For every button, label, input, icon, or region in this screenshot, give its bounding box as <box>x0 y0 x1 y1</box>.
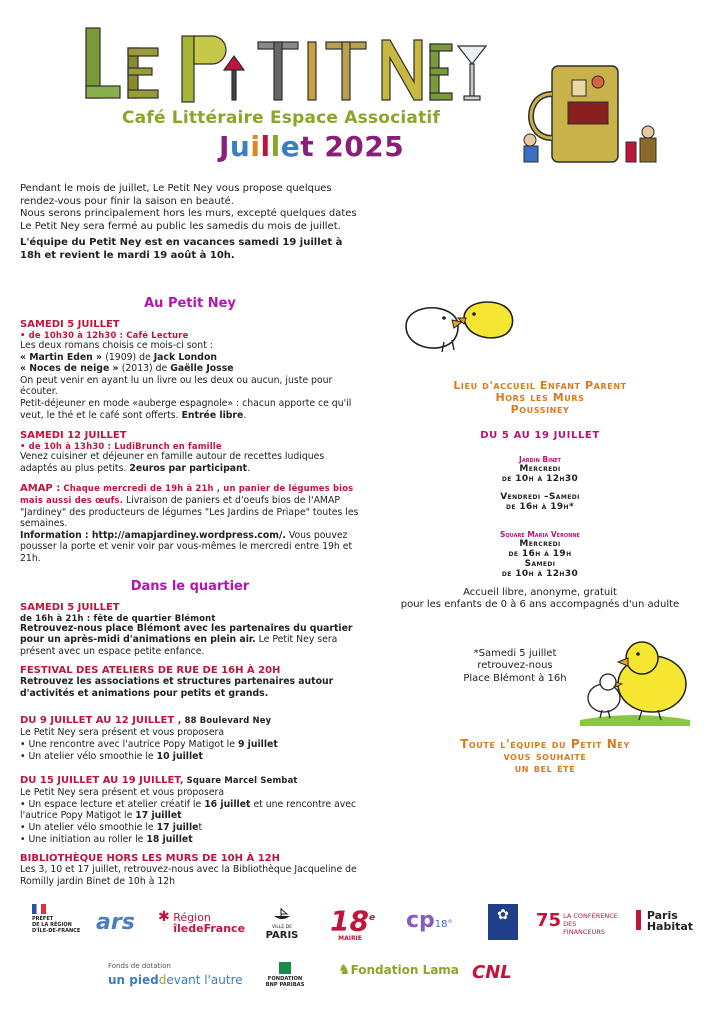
text-span: Petit-déjeuner en mode «auberge espagnole» : chacun apporte ce qu'il veut, le thé et le café sont offerts. <box>20 397 352 421</box>
prefet-logo <box>32 904 82 934</box>
right-column <box>395 380 685 611</box>
ars-logo: ars <box>96 910 135 935</box>
text-line: de 16h à 19h* <box>505 502 575 512</box>
text-line: Le Petit Ney sera présent et vous proposera <box>20 787 225 799</box>
accueil-line-1: Accueil libre, anonyme, gratuit <box>463 587 617 598</box>
book-author: Gaëlle Josse <box>170 363 234 375</box>
cep-mark: cp <box>406 908 435 933</box>
laep-title-1: Lieu d'accueil Enfant Parent <box>453 379 627 392</box>
left-column <box>20 296 362 887</box>
note-line: Place Blémont à 16h <box>463 672 567 684</box>
jardin-binet: Jardin Binet <box>519 455 561 464</box>
subtitle: Café Littéraire Espace Associatif <box>122 108 441 128</box>
text-line: On peut venir en ayant lu un livre ou les deux ou aucun, juste pour écouter. <box>20 374 333 398</box>
festival-desc <box>20 676 362 699</box>
amap-event: Chaque mercredi de 19h à 21h , un panier de légumes bios mais aussi des œufs. <box>20 483 354 505</box>
un-pied-devant-lautre-logo <box>108 962 243 987</box>
birds-kissing-illustration <box>400 296 518 358</box>
ludibrunch-desc: Venez cuisiner et déjeuner en famille autour de recettes ludiques adaptés au plus petits. 2euros par participant. <box>20 451 325 474</box>
laep-title-2: Hors les Murs <box>495 391 585 404</box>
cnl-logo: CNL <box>472 962 512 983</box>
flag-icon <box>32 904 46 914</box>
logo-text: VILLE DE <box>271 925 292 930</box>
text-line <box>20 822 362 834</box>
price: 2euros par participant <box>129 462 248 474</box>
closing-message <box>400 738 690 774</box>
logo-text: DES FINANCEURS <box>563 920 605 936</box>
text-line <box>20 739 362 751</box>
q4-header <box>20 768 362 787</box>
note-block <box>440 648 590 685</box>
intro-p3: Le Petit Ney sera fermé au public les samedis du mois de juillet. <box>20 220 341 232</box>
text-bold: Retrouvez les associations et structures partenaires autour d'activités et animations pour petits et grands. <box>20 676 334 699</box>
day-q-samedi-5: SAMEDI 5 JUILLET <box>20 601 120 613</box>
logo-text: evant l'autre <box>166 973 243 987</box>
bibliotheque-title: BIBLIOTHÈQUE HORS LES MURS DE 10H À 12H <box>20 853 280 865</box>
bibliotheque-desc: Les 3, 10 et 17 juillet, retrouvez-nous avec la Bibliothèque Jacqueline de Romilly jardin Binet de 10h à 12h <box>20 864 357 887</box>
intro-text <box>20 183 362 263</box>
ship-icon <box>273 907 291 921</box>
note-line: *Samedi 5 juillet <box>473 648 557 659</box>
month-title <box>219 130 404 163</box>
square-maria-veronne: Square Maria Veronne <box>500 530 580 539</box>
text-span: • Un atelier vélo smoothie le <box>20 750 157 762</box>
text-span: • Une rencontre avec l'autrice Popy Matigot le <box>20 739 238 751</box>
text-span: • Un espace lecture et atelier créatif le <box>20 798 205 810</box>
paris-habitat-logo <box>636 910 693 932</box>
book-2 <box>20 363 362 375</box>
date: 17 juille <box>156 822 199 834</box>
logo-text: D'ÎLE-DE-FRANCE <box>32 928 81 934</box>
amap-label: AMAP : <box>20 483 61 495</box>
logo-text: LA CONFÉRENCE <box>563 912 618 920</box>
amap-link[interactable]: http://amapjardiney.wordpress.com/. <box>91 529 286 541</box>
logo-text: un pied <box>108 973 159 987</box>
intro-p1: Pendant le mois de juillet, Le Petit Ney vous propose quelques rendez-vous pour finir la saison en beauté. <box>20 183 332 207</box>
logo-text: FONDATION <box>267 976 303 982</box>
day-range: DU 9 JUILLET AU 12 JUILLET , <box>20 715 182 727</box>
month-letter: 2025 <box>314 130 405 163</box>
event-fete-quartier: de 16h à 21h : fête de quartier Blémont <box>20 612 216 623</box>
festival-title: FESTIVAL DES ATELIERS DE RUE DE 16H À 20H <box>20 665 281 677</box>
logo-text: Paris <box>646 909 678 922</box>
text-span: (1909) de <box>105 351 154 363</box>
text-span: et une rencontre avec l'autrice Popy Matigot le <box>20 798 357 822</box>
logo-text: 18° <box>434 919 453 930</box>
logo-text: BNP PARIBAS <box>265 982 305 988</box>
text-line: Petit-déjeuner en mode «auberge espagnole» : chacun apporte ce qu'il veut, le thé et le café sont offerts. Entrée libre. <box>20 397 352 421</box>
text-line <box>20 834 362 846</box>
month-letter: i <box>250 130 261 163</box>
fondation-bnp-logo <box>260 962 310 988</box>
conference-financeurs-logo <box>536 912 618 936</box>
month-letter: e <box>280 130 301 163</box>
text-line: de 10h à 12h30 <box>501 569 579 579</box>
text-span: Le Petit Ney sera présent avec un espace petite enfance. <box>20 634 338 657</box>
text-line: Le Petit Ney sera présent et vous proposera <box>20 727 225 739</box>
paris-habitat-text <box>647 910 693 932</box>
text-line: Vendredi –Samedi <box>500 492 580 502</box>
info-label: Information : <box>20 529 92 541</box>
caf-star-icon: ✿ <box>497 907 509 923</box>
q4-desc <box>20 787 362 845</box>
logo-text: e <box>368 913 376 923</box>
logo-text: Habitat <box>646 920 694 933</box>
book-1 <box>20 352 362 364</box>
section-dans-le-quartier: Dans le quartier <box>130 578 250 594</box>
event-cafe-lecture: • de 10h30 à 12h30 : Café Lecture <box>20 330 189 340</box>
date: 16 juillet <box>204 798 251 810</box>
region-idf-logo <box>158 909 246 935</box>
accueil-line-2: pour les enfants de 0 à 6 ans accompagnés d'un adulte <box>400 599 680 610</box>
section-au-petit-ney: Au Petit Ney <box>144 296 236 311</box>
date: 10 juillet <box>156 750 203 762</box>
closing-line: Toute l'équipe du Petit Ney <box>460 737 630 751</box>
cup-illustration <box>508 60 668 170</box>
intro-vacances: L'équipe du Petit Ney est en vacances samedi 19 juillet à 18h et revient le mardi 19 août à 10h. <box>20 237 343 261</box>
text-line: Les deux romans choisis ce mois-ci sont : <box>20 340 213 351</box>
date: 17 juillet <box>135 810 182 822</box>
star-icon: ✱ <box>158 909 170 925</box>
event-ludibrunch: • de 10h à 13h30 : LudiBrunch en famille <box>20 441 222 452</box>
note-line: retrouvez-nous <box>477 660 553 672</box>
region-text <box>173 912 245 934</box>
text-bold: Retrouvez-nous place Blémont avec les partenaires du quartier pour un après-midi d'animations en plein air. <box>20 622 353 646</box>
d-mark: d <box>158 973 167 987</box>
logo-text: Région <box>173 911 211 924</box>
text-span: t <box>198 822 203 834</box>
closing-line: un bel été <box>514 761 576 775</box>
logo-text: Fonds de dotation <box>108 962 171 970</box>
text-span: Venez cuisiner et déjeuner en famille autour de recettes ludiques adaptés au plus petits. <box>20 451 325 474</box>
day-samedi-5: SAMEDI 5 JUILLET <box>20 319 120 330</box>
text-span: • Un atelier vélo smoothie le <box>20 822 157 834</box>
amap-block <box>20 483 362 564</box>
intro-p2: Nous serons principalement hors les murs, excepté quelques dates <box>20 208 357 220</box>
logo-bar <box>636 910 641 930</box>
text-span: Livraison de paniers et d'oeufs bios de l'AMAP "Jardiney" des producteurs de légumes "Les Jardins de Priape" toutes les semaines. <box>20 494 359 530</box>
text-span: Vous pouvez pousser la porte et venir voir par vous-mêmes le mercredi entre 19h et 21h. <box>20 529 353 564</box>
logo-text: PRÉFET <box>32 916 54 922</box>
text-line: Mercredi <box>519 464 561 474</box>
cafe-lecture-desc <box>20 340 362 421</box>
text-line: de 16h à 19h <box>508 549 572 559</box>
book-author: Jack London <box>153 351 217 363</box>
q3-desc <box>20 727 362 762</box>
q3-header <box>20 708 362 727</box>
conf-mark: 75 <box>536 910 562 931</box>
location: Square Marcel Sembat <box>183 775 298 786</box>
bnp-star-icon <box>279 962 291 974</box>
logo-text: 18 <box>330 904 369 938</box>
text-line: de 10h à 12h30 <box>501 474 579 484</box>
ville-paris-logo <box>262 906 302 941</box>
text-span: • Une initiation au roller le <box>20 833 147 845</box>
day-range: DU 15 JUILLET AU 19 JUILLET, <box>20 775 184 787</box>
logo-text: îledeFrance <box>173 922 246 935</box>
month-letter: J <box>219 130 230 163</box>
closing-line: vous souhaite <box>503 749 587 763</box>
laep-title-3: Poussiney <box>510 403 570 416</box>
logo-text: DE LA RÉGION <box>32 922 72 928</box>
month-letter: l <box>260 130 271 163</box>
logo-text: MAIRIE <box>338 935 362 943</box>
laep-dates: DU 5 AU 19 JUILLET <box>480 430 600 441</box>
month-letter: l <box>270 130 281 163</box>
birds-illustration <box>580 636 690 726</box>
fete-quartier-desc <box>20 623 362 658</box>
date: 9 juillet <box>237 739 278 751</box>
entree-libre: Entrée libre <box>181 409 244 421</box>
cep-logo <box>406 908 453 933</box>
month-letter: t <box>300 130 315 163</box>
date: 18 juillet <box>146 833 193 845</box>
month-letter: u <box>229 130 251 163</box>
lama-icon: ♞ <box>338 962 351 978</box>
logo-text: PARIS <box>265 930 299 941</box>
day-samedi-12: SAMEDI 12 JUILLET <box>20 430 127 442</box>
logo-text: Fondation Lama <box>350 963 459 977</box>
text-line <box>20 751 362 763</box>
mairie-number <box>330 904 376 938</box>
text-line: Mercredi <box>519 539 561 549</box>
location: 88 Boulevard Ney <box>181 715 272 726</box>
le-petit-ney-logo <box>82 22 492 110</box>
book-title: « Noces de neige » <box>20 363 122 375</box>
text-span: (2013) de <box>121 363 171 375</box>
fondation-lama-logo <box>338 962 459 978</box>
mairie-18-logo <box>330 904 376 943</box>
book-title: « Martin Eden » <box>20 351 106 363</box>
caf-logo <box>488 904 518 940</box>
text-line <box>20 799 362 822</box>
text-line: Samedi <box>524 559 556 569</box>
